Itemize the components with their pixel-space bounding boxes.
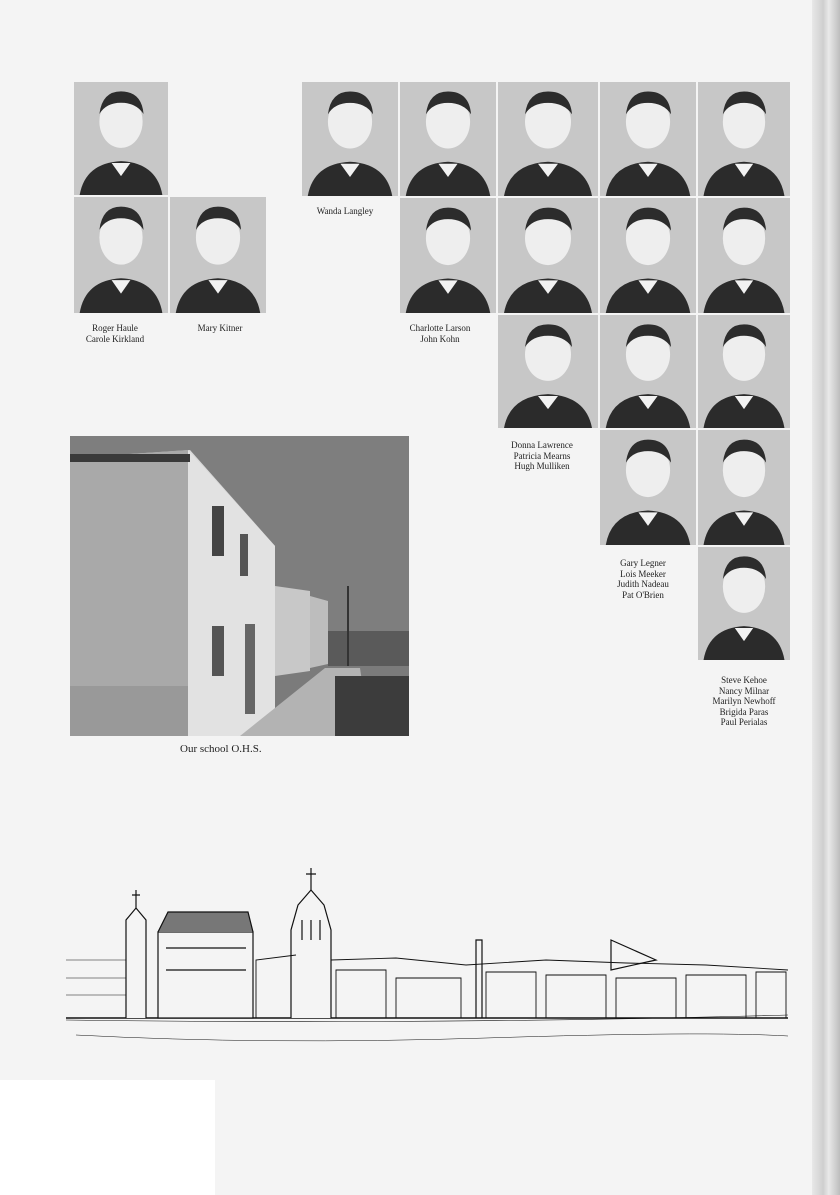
student-portrait [400,82,496,196]
page-corner-blank [0,1080,215,1195]
student-portrait [170,197,266,313]
student-portrait [600,430,696,545]
student-portrait [600,198,696,313]
student-portrait [400,198,496,313]
name-caption: Donna Lawrence Patricia Mearns Hugh Mulliken [511,440,573,471]
student-portrait [302,82,398,196]
student-portrait [74,197,168,313]
photo-caption: Our school O.H.S. [180,743,262,755]
student-portrait [498,315,598,428]
student-portrait [600,82,696,196]
city-skyline-illustration [66,860,788,1060]
student-portrait [74,82,168,195]
student-portrait [698,547,790,660]
student-portrait [600,315,696,428]
student-portrait [698,315,790,428]
name-caption: Gary Legner Lois Meeker Judith Nadeau Pat O'Brien [617,558,669,600]
name-caption: Roger Haule Carole Kirkland [85,323,145,344]
name-caption: Mary Kitner [197,323,243,333]
name-caption: Wanda Langley [316,206,374,216]
name-caption: Steve Kehoe Nancy Milnar Marilyn Newhoff Brigida Paras Paul Perialas [712,675,776,727]
student-portrait [698,82,790,196]
name-caption: Charlotte Larson John Kohn [409,323,471,344]
student-portrait [698,198,790,313]
student-portrait [698,430,790,545]
student-portrait [498,82,598,196]
student-portrait [498,198,598,313]
book-spine-edge [812,0,840,1195]
school-building-photo [70,436,409,736]
